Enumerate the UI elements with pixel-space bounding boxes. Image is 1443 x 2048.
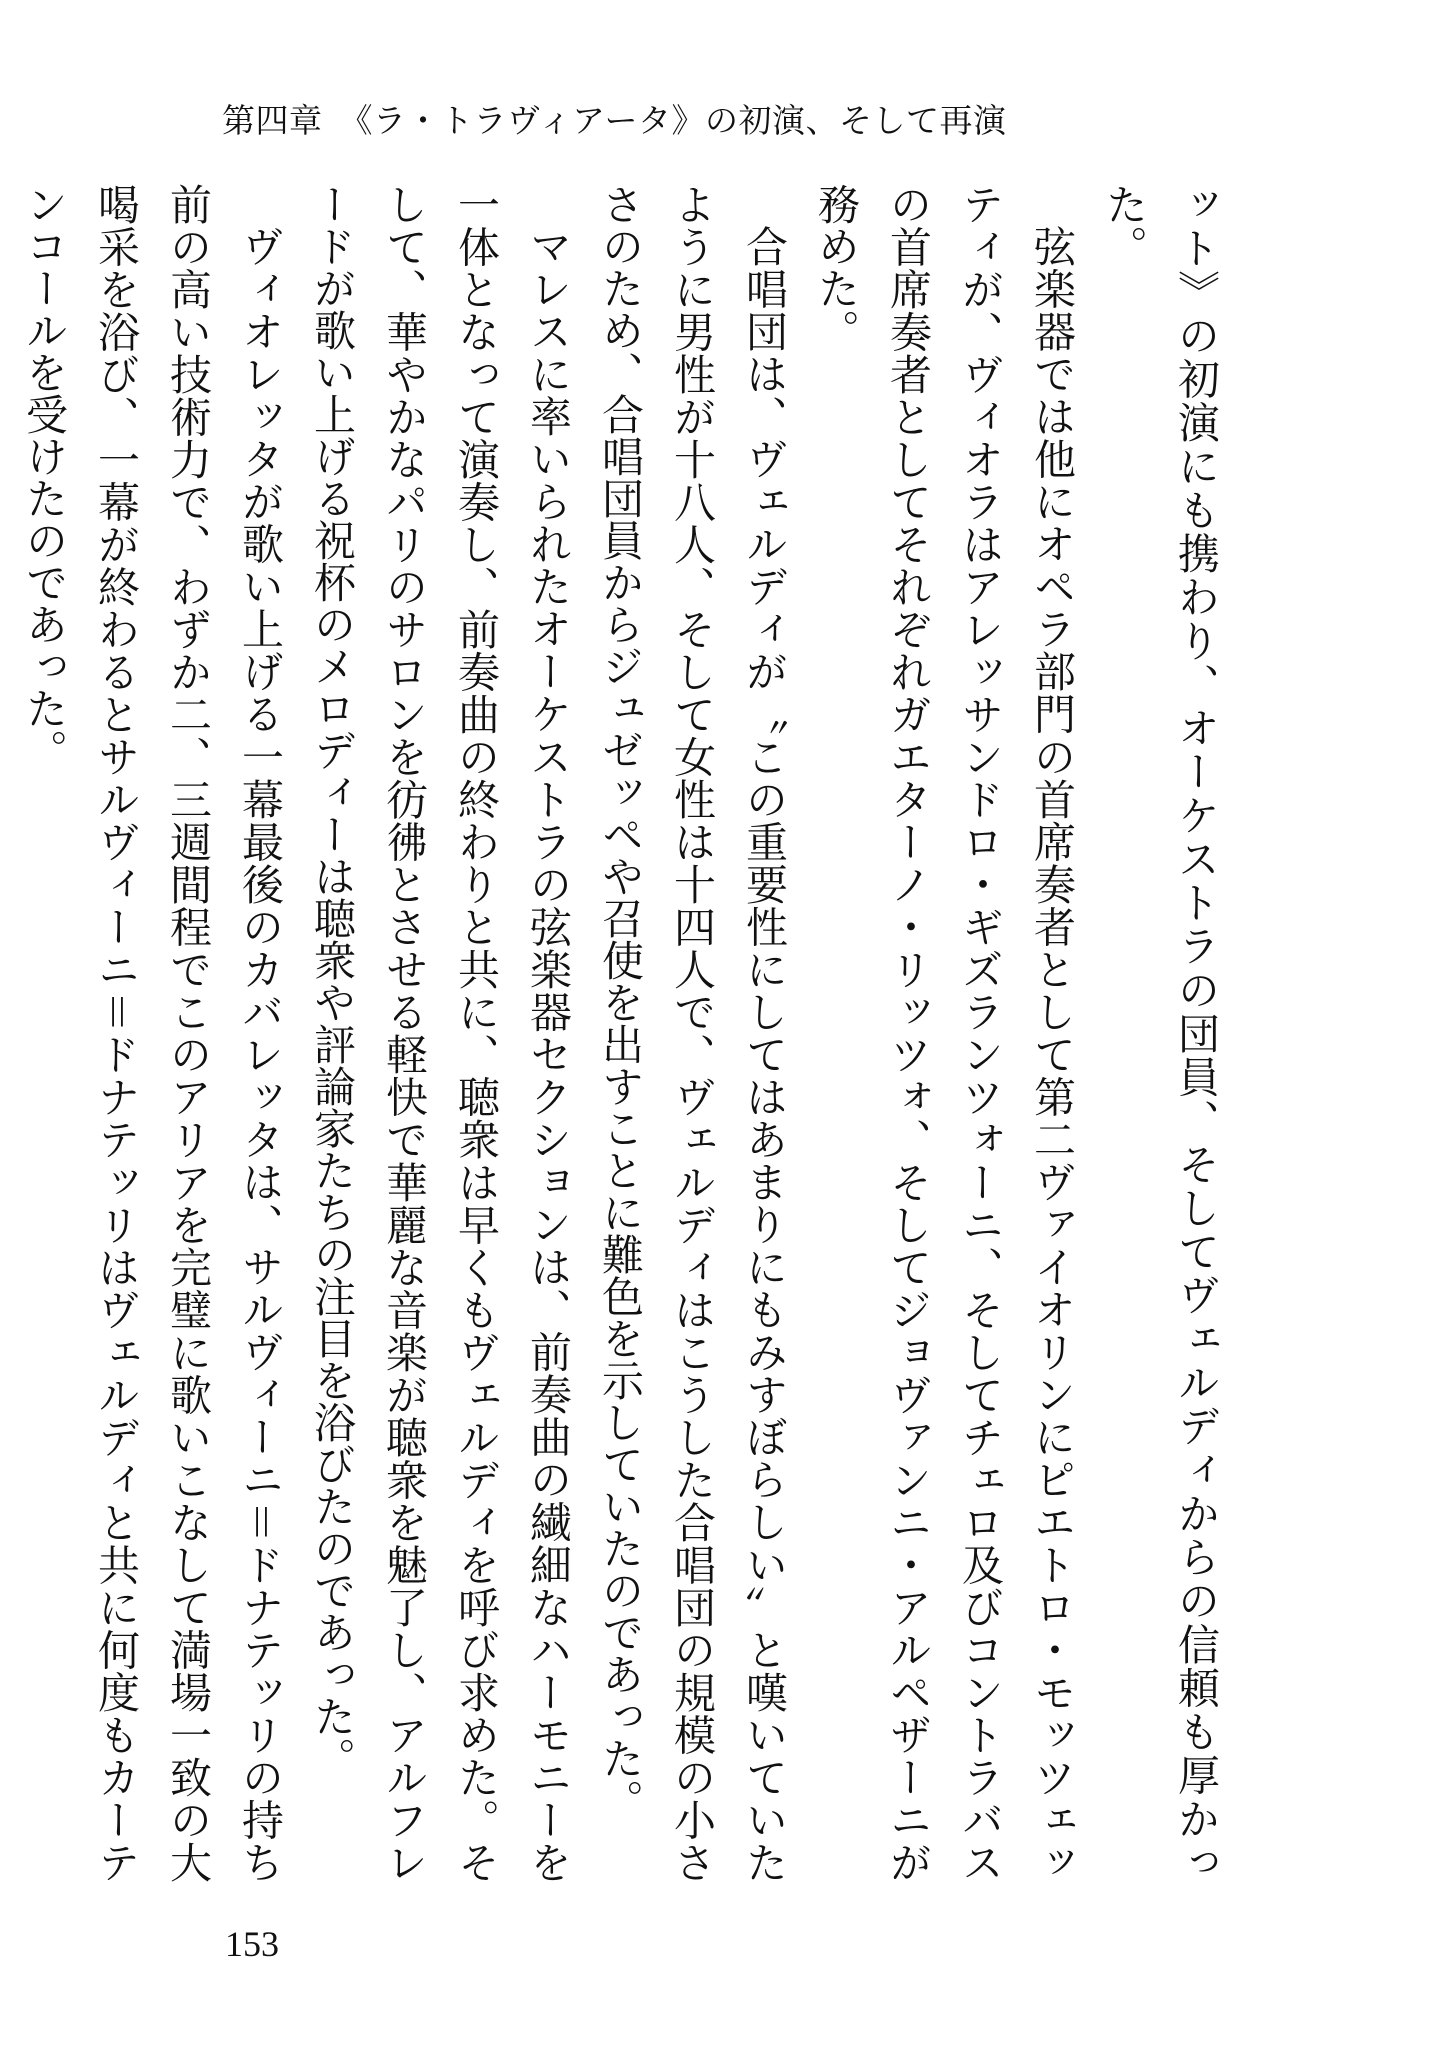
paragraph-4: マレスに率いられたオーケストラの弦楽器セクションは、前奏曲の繊細なハーモニーを一体となって演奏し、前奏曲の終わりと共に、聴衆は早くもヴェルディを呼び求めた。そして、華やかなパリのサロンを彷彿とさせる軽快で華麗な音楽が聴衆を魅了し、アルフレードが歌い上げる祝杯のメロディーは聴衆や評論家たちの注目を浴びたのであった。 [308,183,573,1884]
running-head: 第四章 《ラ・トラヴィアータ》の初演、そして再演 [222,101,1007,140]
paragraph-5: ヴィオレッタが歌い上げる一幕最後のカバレッタは、サルヴィーニ＝ドナテッリの持ち前の高い技術力で、わずか二、三週間程でこのアリアを完璧に歌いこなして満場一致の大喝采を浴び、一幕が終わるとサルヴィーニ＝ドナテッリはヴェルディと共に何度もカーテンコールを受けたのであった。 [20,183,285,1883]
paragraph-2: 弦楽器では他にオペラ部門の首席奏者として第二ヴァイオリンにピエトロ・モッツェッティが、ヴィオラはアレッサンドロ・ギズランツォーニ、そしてチェロ及びコントラバスの首席奏者としてそれぞれガエターノ・リッツォ、そしてジョヴァンニ・アルペザーニが務めた。 [812,183,1077,1883]
paragraph-6 [0,183,8,1883]
vertical-body-text [20,183,1232,1884]
page-number: 153 [225,1924,279,1964]
paragraph-1: ット》の初演にも携わり、オーケストラの団員、そしてヴェルディからの信頼も厚かった。 [1100,183,1221,1884]
paragraph-3: 合唱団は、ヴェルディが〝この重要性にしてはあまりにもみすぼらしい〟と嘆いていたように男性が十八人、そして女性は十四人で、ヴェルディはこうした合唱団の規模の小ささのため、合唱団員からジュゼッペや召使を出すことに難色を示していたのであった。 [596,183,789,1883]
